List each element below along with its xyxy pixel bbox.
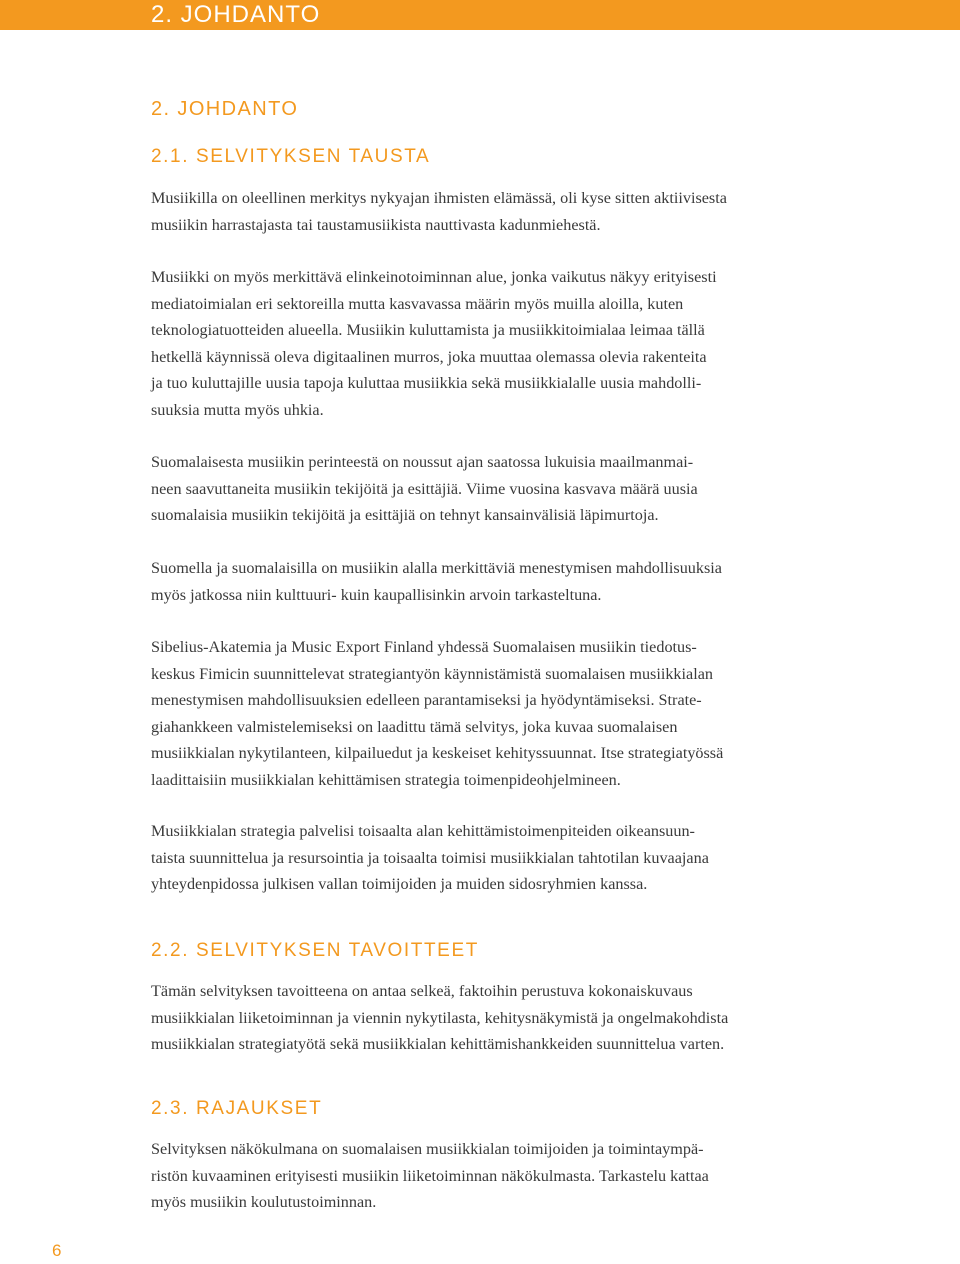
paragraph	[151, 634, 723, 793]
paragraph-line: Suomalaisesta musiikin perinteestä on noussut ajan saatossa lukuisia maailmanmai-	[151, 453, 694, 471]
page-number: 6	[52, 1241, 62, 1260]
chapter-title: 2. JOHDANTO	[151, 98, 299, 120]
header-bar	[0, 0, 960, 30]
paragraph-line: myös musiikin koulutustoiminnan.	[151, 1193, 377, 1211]
paragraph	[151, 264, 717, 423]
paragraph	[151, 978, 728, 1058]
paragraph-line: ristön kuvaaminen erityisesti musiikin liiketoiminnan näkökulmasta. Tarkastelu kattaa	[151, 1166, 709, 1185]
paragraph-line: taista suunnittelua ja resursointia ja toisaalta toimisi musiikkialan tahtotilan kuvaajana	[151, 848, 709, 867]
paragraph-line: teknologiatuotteiden alueella. Musiikin kuluttamista ja musiikkitoimialaa leimaa tällä	[151, 321, 705, 339]
section-title-2-3: 2.3. RAJAUKSET	[151, 1098, 323, 1119]
paragraph-line: Tämän selvityksen tavoitteena on antaa selkeä, faktoihin perustuva kokonaiskuvaus	[151, 982, 693, 1000]
paragraph-line: mediatoimialan eri sektoreilla mutta kasvavassa määrin myös muilla aloilla, kuten	[151, 294, 684, 313]
paragraph-line: Suomella ja suomalaisilla on musiikin alalla merkittäviä menestymisen mahdollisuuksia	[151, 559, 722, 577]
paragraph	[151, 185, 727, 238]
paragraph-line: suomalaisia musiikin tekijöitä ja esittäjiä on tehnyt kansainvälisiä läpimurtoja.	[151, 506, 659, 524]
section-title-2-2: 2.2. SELVITYKSEN TAVOITTEET	[151, 940, 479, 961]
paragraph-line: Selvityksen näkökulmana on suomalaisen musiikkialan toimijoiden ja toimintaympä-	[151, 1140, 704, 1158]
paragraph-line: Musiikkialan strategia palvelisi toisaalta alan kehittämistoimenpiteiden oikeansuun-	[151, 822, 695, 840]
paragraph	[151, 449, 698, 529]
paragraph-line: yhteydenpidossa julkisen vallan toimijoiden ja muiden sidosryhmien kanssa.	[151, 875, 648, 893]
paragraph-line: giahankkeen valmistelemiseksi on laadittu tämä selvitys, joka kuvaa suomalaisen	[151, 717, 678, 736]
section-title-2-1: 2.1. SELVITYKSEN TAUSTA	[151, 146, 431, 167]
paragraph-line: musiikkialan strategiatyötä sekä musiikkialan kehittämishankkeiden suunnittelua varten.	[151, 1035, 725, 1053]
paragraph-line: menestymisen mahdollisuuksien edelleen parantamiseksi ja hyödyntämiseksi. Strate-	[151, 691, 702, 709]
paragraph-line: laadittaisiin musiikkialan kehittämisen strategia toimenpideohjelmineen.	[151, 770, 621, 789]
paragraph-line: musiikkialan liiketoiminnan ja viennin nykytilasta, kehitysnäkymistä ja ongelmakohdista	[151, 1008, 729, 1027]
paragraph-line: myös jatkossa niin kulttuuri- kuin kaupallisinkin arvoin tarkasteltuna.	[151, 585, 602, 604]
paragraph-line: Sibelius-Akatemia ja Music Export Finland yhdessä Suomalaisen musiikin tiedotus-	[151, 638, 697, 656]
paragraph-line: musiikkialan nykytilanteen, kilpailuedut ja keskeiset kehityssuunnat. Itse strategiatyössä	[151, 744, 724, 762]
paragraph-line: suuksia mutta myös uhkia.	[151, 400, 324, 419]
paragraph-line: musiikin harrastajasta tai taustamusiikista nauttivasta kadunmiehestä.	[151, 215, 601, 234]
paragraph	[151, 818, 709, 898]
paragraph	[151, 555, 722, 608]
paragraph-line: Musiikki on myös merkittävä elinkeinotoiminnan alue, jonka vaikutus näkyy erityisesti	[151, 268, 717, 286]
header-bar-title: 2. JOHDANTO	[151, 1, 321, 28]
paragraph-line: neen saavuttaneita musiikin tekijöitä ja esittäjiä. Viime vuosina kasvava määrä uusia	[151, 479, 698, 498]
paragraph-line: keskus Fimicin suunnittelevat strategiantyön käynnistämistä suomalaisen musiikkialan	[151, 664, 713, 683]
paragraph-line: ja tuo kuluttajille uusia tapoja kuluttaa musiikkia sekä musiikkialalle uusia mahdolli-	[151, 374, 702, 392]
paragraph	[151, 1136, 709, 1216]
paragraph-line: Musiikilla on oleellinen merkitys nykyajan ihmisten elämässä, oli kyse sitten aktiivisesta	[151, 189, 727, 207]
paragraph-line: hetkellä käynnissä oleva digitaalinen murros, joka muuttaa olemassa olevia rakenteita	[151, 347, 707, 366]
